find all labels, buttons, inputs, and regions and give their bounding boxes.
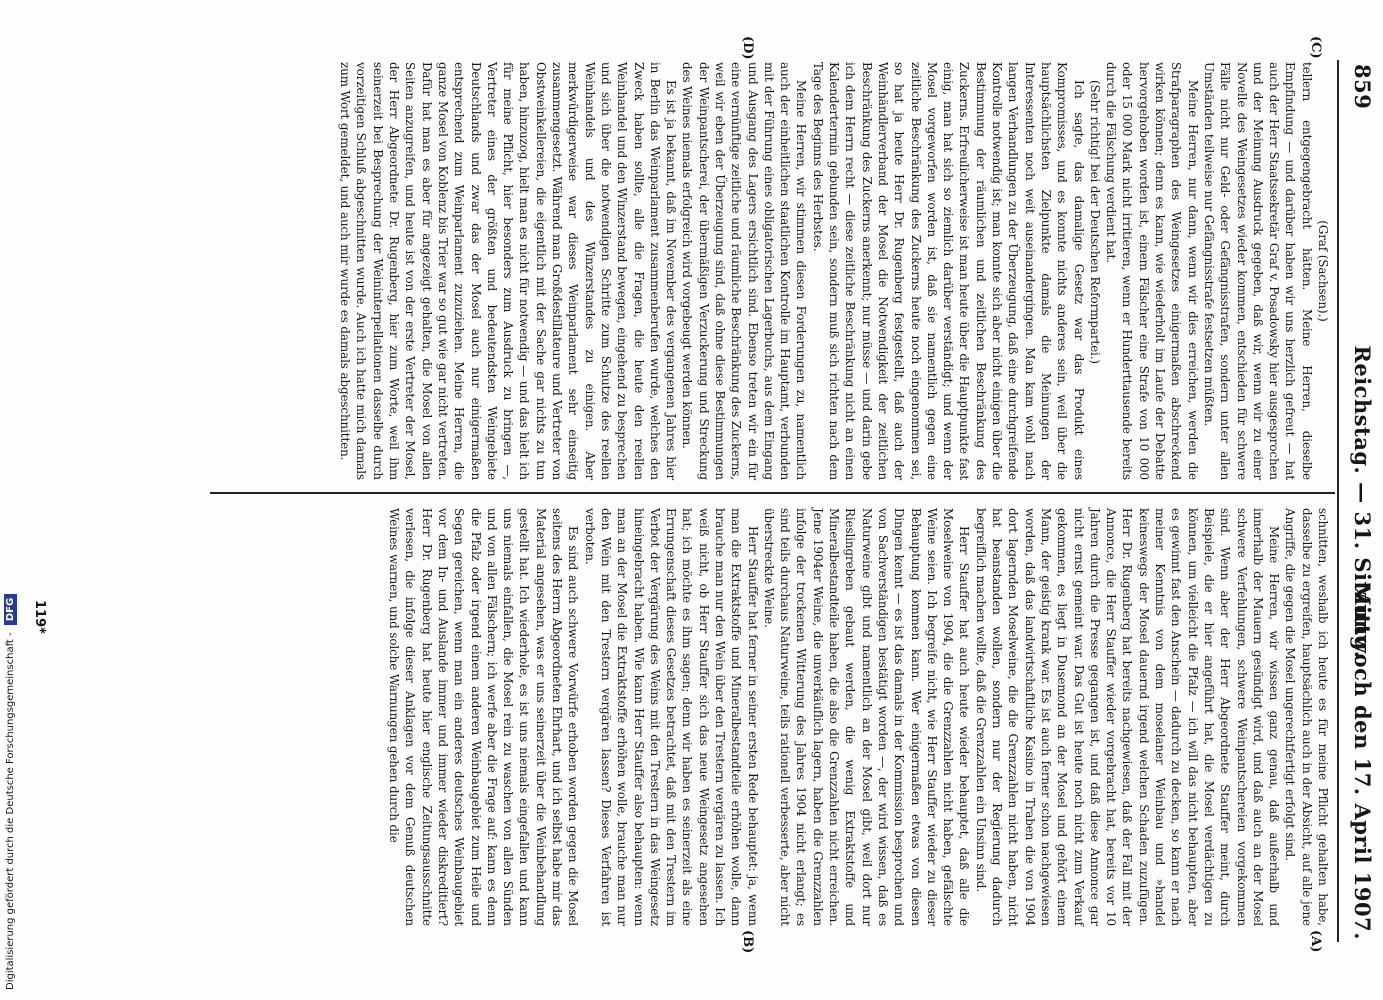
session-title: Reichstag. — 31. Sitzung.: [1350, 345, 1375, 659]
page-header: [1345, 64, 1379, 940]
paragraph: Meine Herren, wir wissen ganz genau, daß außerhalb und innerhalb der Mauern gesündigt wird, und daß auch an der Mosel schwere Verfehlungen, schwere Weinpantschereien vorgekommen sind. Wenn aber der Herr Abgeordnete Stauffer meint, durch Beispiele, die er hier angeführt hat, die Mosel verdächtigen zu können, um vielleicht die Pfalz — ich will das nicht behaupten, aber es gewinnt fast den Anschein — dadurch zu decken, so kann er nach meiner Kenntnis von dem moselaner Weinbau und »handel keineswegs der Mosel dauernd irgend welchen Schaden zuzufügen. Herr Dr. Rugenberg hat bereits nachgewiesen, daß der Fall mit der Annonce, die Herr Stauffer wieder vorgebracht hat, bereits vor 10 Jahren durch die Presse gegangen ist, und daß diese Annonce gar nicht ernst gemeint war. Das Gut ist heute noch nicht zum Verkauf gekommen, es liegt in Dusemond an der Mosel und gehört einem Mann, der geistig krank war. Es ist auch ferner schon nachgewiesen worden, daß das landwirtschaftliche Kasino in Traben die von 1904 dort lagernden Moselweine, die die Grenzzahlen nicht haben, nicht hat beanstanden wollen, sondern nur der Regierung dadurch begreiflich machen wollte, daß die Grenzzahlen ein Unsinn sind.: [973, 508, 1282, 926]
page-number: 859: [1350, 64, 1375, 110]
paragraph: Ich sagte, das damalige Gesetz war das Produkt eines Kompromisses, und es konnte nichts anderes sein, weil über die hauptsächlichsten Zielpunkte damals die Meinungen der Interessenten noch weit auseinandergingen. Man kam wohl nach langen Verhandlungen zu der Überzeugung, daß eine durchgreifende Kontrolle notwendig ist; man konnte sich aber nicht einigen über die Bestimmung der räumlichen und zeitlichen Beschränkung des Zuckerns. Erfreulicherweise ist man heute über die Hauptpunkte fast einig, man hat sich so ziemlich darüber verständigt; und wenn der Mosel vorgeworfen worden ist, daß sie namentlich gegen eine zeitliche Beschränkung des Zuckerns heute noch eingenommen sei, so hat ja heute Herr Dr. Rugenberg festgestellt, daß auch der Weinhändlerverband der Mosel die Notwendigkeit der zeitlichen Beschränkung des Zuckerns anerkennt; nur müsse — und darin gebe ich dem Herrn recht — diese zeitliche Beschränkung nicht an einen Kalendertermin gebunden sein, sondern muß sich richten nach dem Tage des Beginns des Herbstes.: [810, 62, 1086, 480]
margin-marker-b: (B): [740, 930, 755, 954]
column-divider: [210, 492, 1335, 494]
left-text-column: [337, 62, 1331, 480]
right-text-column: [386, 508, 1331, 926]
credit-strip: [4, 597, 18, 990]
paragraph: Es sind auch schwere Vorwürfe erhoben worden gegen die Mosel seitens des Herrn Abgeordneten Ehrhart, und ich selbst habe mir das Material angesehen, was er uns seinerzeit über die Weinbehandlung gestellt hat. Ich wiederhole, es ist uns niemals eingefallen und kann uns niemals einfallen, die Mosel rein zu waschen von allen Sünden und von allen Fälschern; ich werfe aber die Frage auf: kann es denn die Pfalz oder irgend einem anderen Weinbaugebiet zum Heile und Segen gereichen, wenn man ein anderes deutsches Weinbaugebiet vor dem In- und Auslande immer und immer wieder diskreditiert? Herr Dr. Rugenberg hat heute hier englische Zeitungsausschnitte verlesen, die infolge dieser Anklagen vor dem Genuß deutschen Weines warnen, und solche Warnungen gehen durch die: [387, 508, 581, 926]
margin-marker-c: (C): [1308, 36, 1323, 59]
sheet-signature: 119*: [32, 600, 47, 634]
paragraph: tellern entgegengebracht hätten. Meine Herren, dieselbe Empfindung — und darüber haben wir uns herzlich gefreut — hat auch der Herr Staatssekretär Graf v. Posadowsky hier ausgesprochen und der Meinung Ausdruck gegeben, daß wir, wenn wir zu einer Novelle des Weingesetzes wieder kommen, entschieden für schwere Fälle nicht nur Geld- oder Gefängnisstrafen, sondern unter allen Umständen teilweise nur Gefängnisstrafe festsetzen müßten.: [1201, 62, 1314, 480]
session-date: Mittwoch den 17. April 1907.: [1350, 582, 1375, 940]
paragraph: Meine Herren, wir stimmen diesen Forderungen zu, namentlich auch der einheitlichen staatlichen Kontrolle im Hauptamt, verbunden mit der Führung eines obligatorischen Lagerbuchs, aus dem Eingang und Ausgang des Lagers ersichtlich sind. Ebenso treten wir ein für eine vernünftige zeitliche und räumliche Beschränkung des Zuckerns, weil wir eben der Überzeugung sind, daß ohne diese Bestimmungen der Weinpantscherei, der übermäßigen Verzuckerung und Streckung des Weines niemals erfolgreich wird vorgebeugt werden können.: [680, 62, 809, 480]
speaker-line: (Graf (Sachsen).): [1316, 220, 1330, 322]
paragraph: Es ist ja bekannt, daß im November des vergangenen Jahres hier in Berlin das Weinparlament zusammenberufen wurde, welches den Zweck haben sollte, alle die Fragen, die heute den reellen Weinhandel und den Winzerstand bewegen, eingehend zu besprechen und sich über die notwendigen Schritte zum Schutze des reellen Weinhandels und des Winzerstandes zu einigen. Aber merkwürdigerweise war dieses Weinparlament sehr einseitig zusammengesetzt. Während man Großdestillateure und Vertreter von Obstweinkellereien, die eigentlich mit der Sache gar nichts zu tun haben, hinzuzog, hielt man es nicht für notwendig — und das hielt ich für meine Pflicht, hier besonders zum Ausdruck zu bringen —, Vertreter eines der größten und bedeutendsten Weingebiete Deutschlands und zwar das der Mosel auch nur einigermaßen entsprechend zum Weinparlament zuzuziehen. Meine Herren, die ganze Mosel von Koblenz bis Trier war so gut wie gar nicht vertreten. Dafür hat man es aber für angezeigt gehalten, die Mosel von allen Seiten anzugreifen, und heute ist von der erste Vertreter der Mosel, der Herr Abgeordnete Dr. Rugenberg, hier zum Worte, weil ihm seinerzeit bei Besprechung der Weininterpellationen dasselbe durch vorzeitigen Schluß abgeschnitten wurde. Auch ich hatte mich damals zum Wort gemeldet, und auch mir wurde es damals abgeschnitten.: [338, 62, 679, 480]
dfg-logo[interactable]: DFG: [4, 594, 17, 625]
margin-marker-a: (A): [1308, 930, 1323, 953]
paragraph: Meine Herren, nur dann, wenn wir dies erreichen, werden die Strafparagraphen des Weingesetzes einigermaßen abschreckend wirken können; denn es kann, wie wiederholt im Laufe der Debatte hervorgehoben worden ist, einem Fälscher eine Strafe von 10 000 oder 15 000 Mark nicht irritieren, wenn er Hunderttausende bereits durch die Fälschung verdient hat.: [1104, 62, 1200, 480]
paragraph: schnitten, weshalb ich heute es für meine Pflicht gehalten habe, dasselbe zu ergreifen, hauptsächlich auch in der Absicht, auf alle jene Angriffe, die gegen die Mosel ungerechtfertigt erfolgt sind.: [1283, 508, 1330, 926]
paragraph: (Sehr richtig! bei der Deutschen Reformpartei.): [1087, 80, 1102, 364]
digitization-credit: Digitalisierung gefördert durch die Deutsche Forschungsgemeinschaft -: [5, 632, 16, 990]
paragraph: Herr Stauffer hat ferner in seiner ersten Rede behauptet: ja, wenn man die Extraktstoffe und Mineralbestandteile erhöhen wolle, dann brauche man nur den Wein über den Trestern vergären zu lassen. Ich weiß nicht, ob Herr Stauffer sich das neue Weingesetz angesehen hat; ich möchte es ihm sagen; denn wir haben es seinerzeit als eine Errungenschaft dieses Gesetzes betrachtet, daß mit den Trestern im Verbot der Vergärung des Weins mit den Trestern in das Weingesetz hineingebracht haben. Wie kann Herr Stauffer also behaupten: wenn man an der Mosel die Extraktstoffe erhöhen wolle, brauche man nur den Wein mit den Trestern vergären lassen? Dieses Verfahren ist verboten.: [582, 508, 760, 926]
margin-marker-d: (D): [740, 36, 755, 60]
paragraph: Herr Stauffer hat auch heute wieder behauptet, daß alle die Moselweine von 1904, die die Grenzzahlen nicht haben, gefälschte Weine seien. Ich begreife nicht, wie Herr Stauffer wieder zu dieser Behauptung kommen kann. Wer einigermaßen etwas von diesen Dingen kennt — es ist das damals in der Kommission besprochen und von Sachverständigen bestätigt worden —, der wird wissen, daß es Naturweine gibt und namentlich an der Mosel gibt, weil dort nur Rieslingreben gebaut werden, die wenig Extraktstoffe und Mineralbestandteile haben, die also die Grenzzahlen nicht erreichen. Jene 1904er Weine, die unverkäuflich lagern, haben die Grenzzahlen infolge der trockenen Witterung des Jahres 1904 nicht erlangt; es sind teils durchaus Naturweine, teils rationell verbesserte, aber nicht überstreckte Weine.: [761, 508, 972, 926]
header-rule: [1337, 60, 1339, 942]
